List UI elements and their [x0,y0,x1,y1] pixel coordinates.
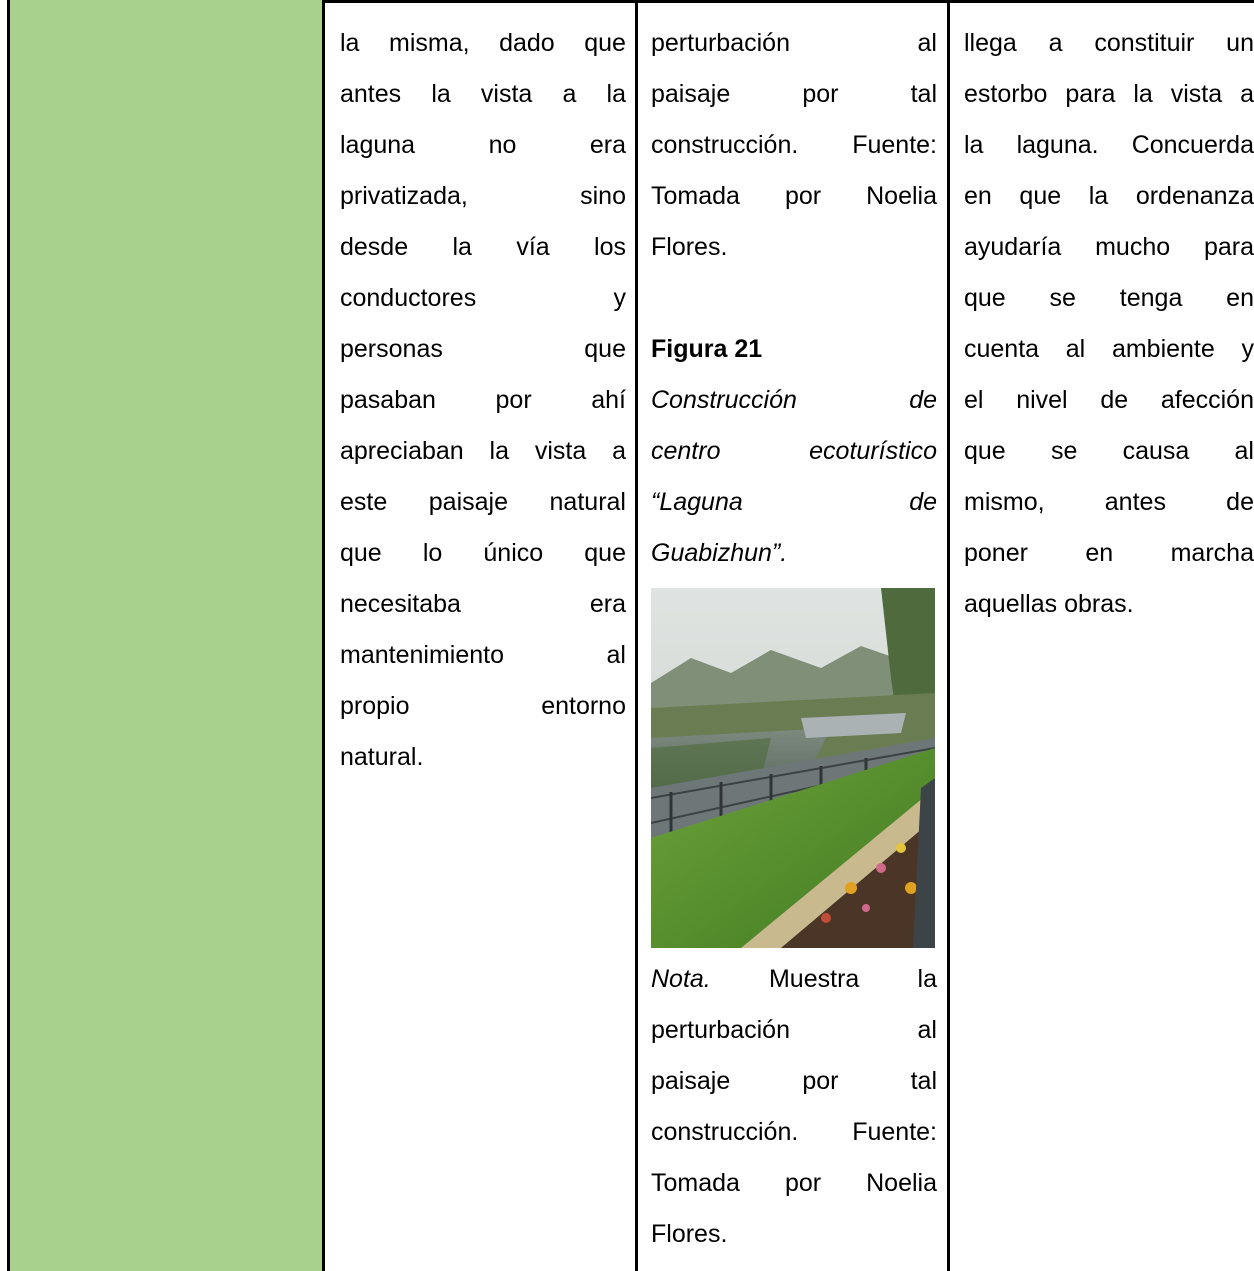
word: único [483,539,544,567]
note-line [651,954,937,1005]
word: constituir [1094,29,1195,57]
word: dado [499,29,555,57]
word: construcción. [651,131,799,159]
word: privatizada, [340,182,468,210]
word: afección [1160,386,1254,414]
word: estorbo [964,80,1048,108]
word: por [802,1067,839,1095]
word: la [964,131,984,159]
word: Construcción [651,386,797,414]
word: construcción. [651,1118,799,1146]
word: por [784,182,822,210]
word: mismo, [964,488,1045,516]
word: no [488,131,517,159]
word: de [1100,386,1129,414]
word: que [964,284,1006,312]
word: paisaje [428,488,509,516]
word: que [584,335,626,363]
word: apreciaban [340,437,464,465]
word: mantenimiento [340,641,504,669]
word: perturbación [651,29,790,57]
word: llega [964,29,1017,57]
word: a [1240,80,1254,108]
table-border-1 [322,0,325,1271]
text-line [964,528,1254,579]
word: Fuente: [852,1118,937,1146]
word: la [340,29,360,57]
word: lo [422,539,443,567]
word: sino [580,182,626,210]
word: Tomada [651,1169,740,1197]
word: nivel [1016,386,1068,414]
text-line [340,69,626,120]
word: cuenta [964,335,1040,363]
note-line [651,1158,937,1209]
word: paisaje [651,1067,731,1095]
text-line [651,120,937,171]
word: causa [1122,437,1190,465]
word: en [1226,284,1254,312]
word: que [1019,182,1062,210]
text-line [340,273,626,324]
text-line: natural. [340,743,424,771]
word: Noelia [866,1169,937,1197]
word: personas [340,335,443,363]
word: por [495,386,532,414]
text-line [964,273,1254,324]
word: ordenanza [1135,182,1254,210]
word: perturbación [651,1016,790,1044]
word: al [606,641,626,669]
figure-caption-line: Guabizhun”. [651,539,788,567]
word: era [589,590,626,618]
word: necesitaba [340,590,461,618]
table-border-3 [947,0,950,1271]
word: antes [340,80,402,108]
word: ayudaría [964,233,1062,261]
text-line [340,477,626,528]
text-line [964,69,1254,120]
word: Concuerda [1131,131,1254,159]
word: de [909,386,937,414]
word: conductores [340,284,477,312]
text-line [651,18,937,69]
word: tal [910,80,937,108]
word: la [452,233,472,261]
word: al [917,29,937,57]
table-border-left [7,0,10,1271]
word: tenga [1119,284,1183,312]
word: se [1049,284,1076,312]
word: la [431,80,451,108]
justification-cell [340,18,626,783]
word: entorno [541,692,626,720]
word: tal [910,1067,937,1095]
word: ahí [591,386,626,414]
word: desde [340,233,409,261]
note-line [651,1056,937,1107]
word: y [1241,335,1254,363]
text-line [651,171,937,222]
word: un [1226,29,1254,57]
text-line [964,222,1254,273]
word: poner [964,539,1028,567]
evidence-cell [651,18,937,1260]
word: la [606,80,626,108]
text-line [340,120,626,171]
note-line [651,1107,937,1158]
word: Fuente: [852,131,937,159]
word: los [594,233,626,261]
figure-caption-line [651,477,937,528]
text-line [340,579,626,630]
green-label-cell [10,0,322,1271]
word: “Laguna [651,488,743,516]
word: vía [516,233,550,261]
note-line: Flores. [651,1220,728,1248]
word: centro [651,437,721,465]
word: que [584,539,626,567]
word: se [1050,437,1078,465]
word: y [613,284,626,312]
text-line [964,324,1254,375]
word: por [784,1169,822,1197]
word: el [964,386,984,414]
text-line [340,426,626,477]
word: en [1085,539,1114,567]
figure-caption-line [651,426,937,477]
word: ambiente [1111,335,1215,363]
word: de [1226,488,1254,516]
word: vista [480,80,533,108]
text-line [340,222,626,273]
word: Muestra [768,965,860,993]
text-line: aquellas obras. [964,590,1134,618]
text-line [340,630,626,681]
word: la [1133,80,1153,108]
word: laguna. [1016,131,1099,159]
word: que [964,437,1006,465]
text-line [964,477,1254,528]
text-line [340,18,626,69]
word: misma, [389,29,470,57]
text-line [651,69,937,120]
word: a [562,80,577,108]
table-border-2 [635,0,638,1271]
text-line [340,528,626,579]
word: natural [549,488,626,516]
word: marcha [1170,539,1254,567]
figure-title: Figura 21 [651,335,763,363]
word: la [1088,182,1109,210]
lagoon-construction-photo [651,588,935,948]
note-label: Nota. [651,965,711,993]
text-line [340,171,626,222]
word: pasaban [340,386,436,414]
word: vista [534,437,587,465]
text-line [340,681,626,732]
text-line [964,171,1254,222]
word: por [802,80,839,108]
note-line [651,1005,937,1056]
text-line [340,324,626,375]
word: la [489,437,510,465]
word: vista [1170,80,1223,108]
text-line [964,375,1254,426]
word: ecoturístico [809,437,937,465]
word: laguna [340,131,416,159]
word: al [917,1016,937,1044]
text-line: Flores. [651,233,728,261]
word: para [1203,233,1254,261]
text-line [340,375,626,426]
word: Noelia [866,182,937,210]
word: la [917,965,937,993]
word: era [589,131,626,159]
word: al [1234,437,1254,465]
text-line [964,426,1254,477]
word: a [612,437,626,465]
word: propio [340,692,410,720]
text-line [964,18,1254,69]
word: que [340,539,382,567]
word: que [584,29,626,57]
word: Tomada [651,182,740,210]
spacer [651,273,937,324]
word: a [1048,29,1063,57]
word: mucho [1095,233,1171,261]
word: de [909,488,937,516]
figure-caption-line [651,375,937,426]
word: para [1065,80,1116,108]
text-line [964,120,1254,171]
word: antes [1104,488,1166,516]
word: paisaje [651,80,731,108]
word: en [964,182,992,210]
word: este [340,488,388,516]
observation-cell [964,18,1254,630]
word: al [1065,335,1086,363]
